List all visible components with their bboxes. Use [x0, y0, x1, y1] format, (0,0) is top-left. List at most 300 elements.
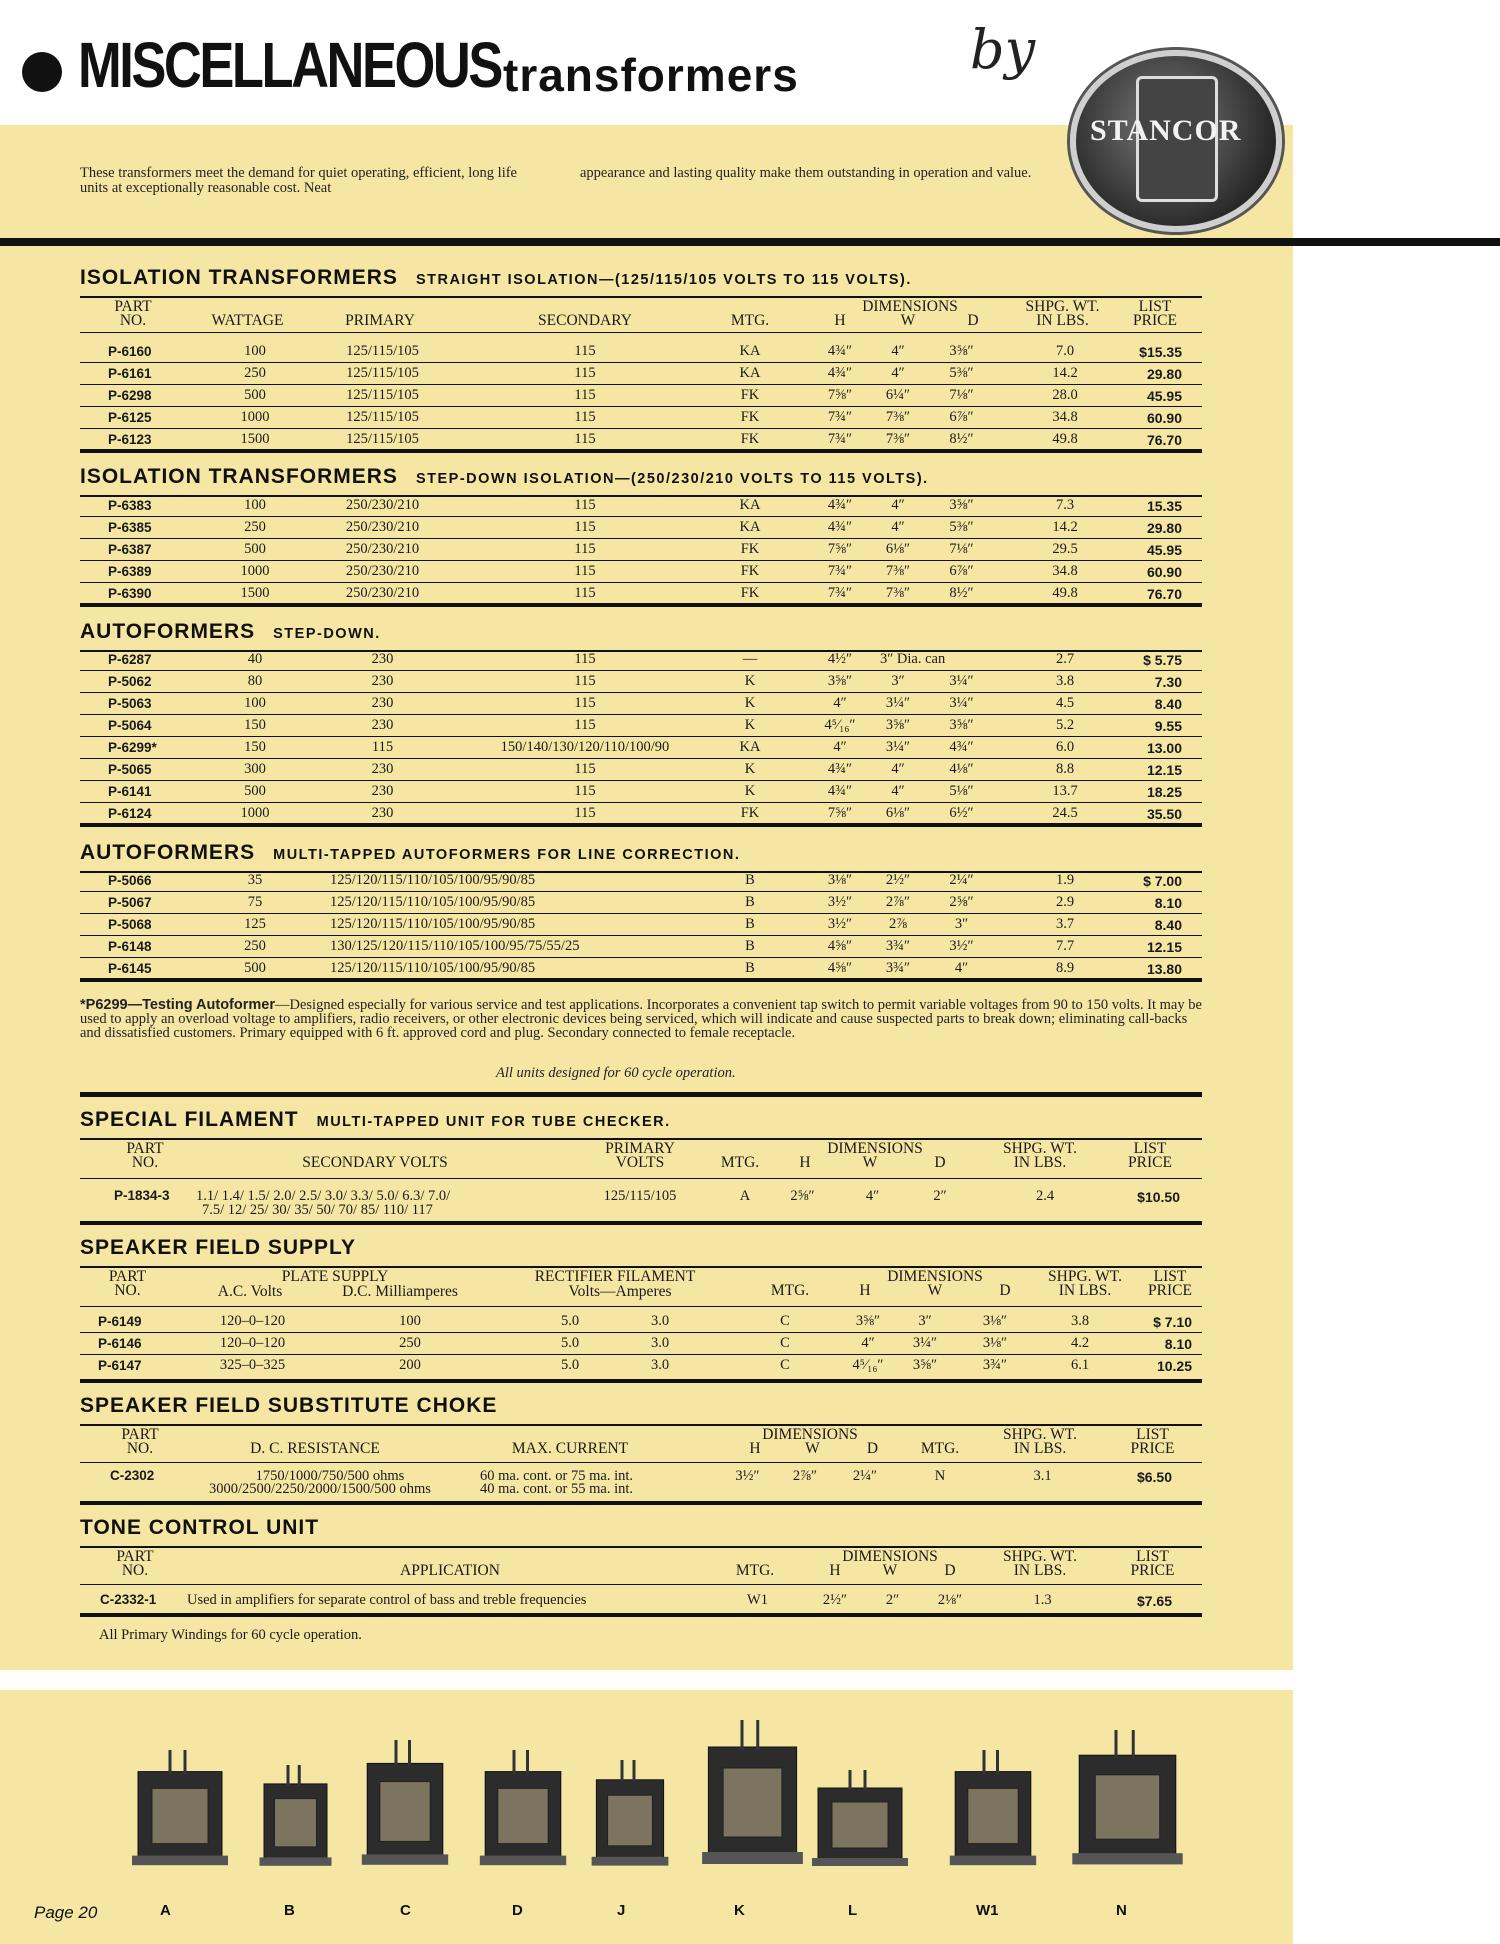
mounting: K [744, 695, 756, 711]
header-secondary-volts: SECONDARY VOLTS [302, 1154, 448, 1171]
primary: 250/230/210 [345, 585, 420, 601]
section-title-text: AUTOFORMERS [80, 841, 256, 864]
wattage: 300 [244, 761, 266, 777]
intro-left: These transformers meet the demand for quiet operating, efficient, long life units at exceptionally reasonable cost. Neat [80, 165, 517, 196]
dim-h: 4¾″ [827, 497, 853, 513]
part-number: P-5067 [108, 895, 152, 910]
shipping-weight: 34.8 [1052, 563, 1078, 579]
product-label-b: B [284, 1902, 295, 1919]
current-2: 40 ma. cont. or 55 ma. int. [480, 1481, 634, 1497]
dim-w: 3¾″ [885, 938, 911, 954]
primary: 125/115/105 [346, 387, 419, 403]
secondary-volts-2: 7.5/ 12/ 25/ 30/ 35/ 50/ 70/ 85/ 110/ 117 [202, 1202, 433, 1218]
header-w: W [900, 312, 916, 329]
wattage: 500 [244, 783, 266, 799]
list-price: 8.40 [1154, 696, 1182, 712]
secondary: 115 [574, 409, 596, 425]
transformer-j-icon [590, 1760, 670, 1870]
primary: 250/230/210 [345, 563, 420, 579]
mounting: FK [740, 431, 760, 447]
wattage: 125 [244, 916, 266, 932]
dim-w: 4″ [891, 519, 905, 535]
header-rule [80, 332, 1202, 333]
shipping-weight: 49.8 [1052, 431, 1078, 447]
page-margin [1293, 0, 1500, 1944]
header-h: H [799, 1154, 811, 1171]
product-k [700, 1720, 805, 1870]
dim-w: 3″ Dia. can [880, 651, 946, 667]
secondary: 115 [574, 519, 596, 535]
dim-d: 5⅜″ [949, 519, 974, 535]
primary-taps: 125/120/115/110/105/100/95/90/85 [330, 960, 536, 976]
header-shpg: SHPG. WT. [1003, 1426, 1077, 1443]
mounting: B [745, 916, 755, 932]
secondary: 150/140/130/120/110/100/90 [500, 739, 670, 755]
wattage: 500 [244, 541, 266, 557]
list-price: 76.70 [1146, 432, 1182, 448]
section-title-spk [80, 1236, 374, 1260]
row-rule [80, 692, 1202, 693]
mounting: K [744, 783, 756, 799]
header-rule [80, 1306, 1202, 1307]
header-plate-supply: PLATE SUPPLY [281, 1268, 389, 1285]
shipping-weight: 2.9 [1055, 894, 1075, 910]
header-no: NO. [126, 1440, 154, 1457]
product-a [130, 1750, 230, 1870]
mounting: K [744, 761, 756, 777]
shipping-weight: 3.1 [1033, 1468, 1052, 1484]
ac-volts: 120–0–120 [219, 1335, 286, 1351]
section-subtitle: STEP-DOWN ISOLATION—(250/230/210 VOLTS TO 115 VOLTS). [415, 471, 929, 487]
wattage: 75 [247, 894, 263, 910]
part-number: P-6123 [108, 432, 152, 447]
row-rule [80, 802, 1202, 803]
dim-h: 3⅝″ [827, 673, 853, 689]
product-label-l: L [848, 1902, 858, 1919]
part-number: P-6125 [108, 410, 152, 425]
section-title-tone [80, 1516, 337, 1540]
header-rule [0, 238, 1500, 246]
part-number: P-5065 [108, 762, 152, 777]
dim-d: 2⅝″ [949, 894, 974, 910]
dim-h: 7⅝″ [827, 541, 853, 557]
primary: 230 [371, 651, 394, 667]
header-no: NO. [121, 1562, 149, 1579]
row-rule [80, 913, 1202, 914]
list-price: $ 7.00 [1143, 873, 1182, 889]
primary: 125/115/105 [346, 431, 419, 447]
header-dimensions: DIMENSIONS [827, 1140, 923, 1157]
dim-d: 3⅛″ [982, 1335, 1008, 1351]
shipping-weight: 13.7 [1052, 783, 1078, 799]
product-label-a: A [160, 1902, 171, 1919]
part-number: P-6287 [108, 652, 152, 667]
primary: 250/230/210 [345, 497, 420, 513]
units-note: All units designed for 60 cycle operation. [496, 1065, 736, 1081]
footnote-text: —Designed especially for various service and test applications. Incorporates a convenient tap switch to permit variable voltages from 90 to 150 volts. It may be used to apply an overload voltage to amplifiers, radio receivers, or other electronic devices being serviced, which will indicate and cause suspected parts to break down; eliminating call-backs and dissatisfied customers. Primary equipped with 6 ft. approved cord and plug. Secondary connected to female receptacle. [80, 997, 1202, 1041]
dim-w: 3⅝″ [885, 717, 911, 733]
wattage: 1000 [240, 805, 270, 821]
header-inlbs: IN LBS. [1013, 1440, 1067, 1457]
dim-d: 3½″ [949, 938, 974, 954]
header-part: PART [116, 1548, 154, 1565]
dim-h: 4¾″ [827, 519, 853, 535]
row-rule [80, 780, 1202, 781]
rect-amperes: 3.0 [650, 1335, 670, 1351]
header-rule [80, 1462, 1202, 1463]
part-number: P-6124 [108, 806, 152, 821]
dim-w: 4″ [891, 761, 905, 777]
dim-w: 6⅛″ [885, 805, 911, 821]
header-part: PART [108, 1268, 147, 1285]
header-dimensions: DIMENSIONS [862, 298, 958, 315]
secondary: 115 [574, 783, 596, 799]
header-list: LIST [1153, 1268, 1187, 1285]
current-1: 60 ma. cont. or 75 ma. int. [480, 1468, 634, 1484]
dim-w: 3¼″ [912, 1335, 938, 1351]
dim-w: 4″ [891, 365, 905, 381]
wattage: 100 [244, 497, 266, 513]
dim-h: 3½″ [827, 894, 853, 910]
wattage: 250 [244, 519, 266, 535]
dc-ma: 200 [399, 1357, 421, 1373]
secondary: 115 [574, 563, 596, 579]
part-number: P-6141 [108, 784, 152, 799]
dim-h: 7¾″ [827, 431, 853, 447]
secondary: 115 [574, 541, 596, 557]
header-primary: PRIMARY [345, 312, 415, 329]
secondary: 115 [574, 695, 596, 711]
dim-w: 2⅞″ [885, 894, 911, 910]
section-title-text: AUTOFORMERS [80, 620, 256, 643]
primary: 230 [371, 695, 394, 711]
wattage: 250 [244, 365, 266, 381]
dim-d: 8½″ [949, 585, 974, 601]
dim-d: 3⅛″ [982, 1313, 1008, 1329]
mounting: K [744, 673, 756, 689]
secondary: 115 [574, 805, 596, 821]
header-h: H [859, 1282, 871, 1299]
header-dimensions: DIMENSIONS [887, 1268, 983, 1285]
dim-w: 3¾″ [885, 960, 911, 976]
dim-d: 2¼″ [852, 1468, 878, 1484]
secondary: 115 [574, 343, 596, 359]
dim-d: 3⅝″ [949, 343, 974, 359]
section-title-text: SPECIAL FILAMENT [80, 1108, 299, 1131]
primary: 115 [371, 739, 394, 755]
secondary: 115 [574, 651, 596, 667]
header-inlbs: IN LBS. [1013, 1154, 1067, 1171]
header-no: NO. [119, 312, 147, 329]
header-list: LIST [1136, 1426, 1169, 1443]
row-rule [80, 428, 1202, 429]
list-price: 29.80 [1146, 366, 1182, 382]
wattage: 1000 [240, 563, 270, 579]
header-d: D [967, 312, 979, 329]
mounting: FK [740, 563, 760, 579]
header-shpg: SHPG. WT. [1003, 1140, 1077, 1157]
secondary: 115 [574, 387, 596, 403]
primary-taps: 125/120/115/110/105/100/95/90/85 [330, 872, 536, 888]
shipping-weight: 7.3 [1055, 497, 1075, 513]
rect-volts: 5.0 [560, 1313, 580, 1329]
resistance-1: 1750/1000/750/500 ohms [255, 1468, 405, 1484]
row-rule [80, 1354, 1202, 1355]
list-price: 8.40 [1154, 917, 1182, 933]
list-price: 13.80 [1146, 961, 1182, 977]
part-number: P-6387 [108, 542, 152, 557]
dim-d: 7⅛″ [949, 387, 974, 403]
dim-d: 3″ [954, 916, 969, 932]
shipping-weight: 2.4 [1035, 1188, 1055, 1204]
shipping-weight: 1.9 [1055, 872, 1075, 888]
shipping-weight: 6.0 [1055, 739, 1075, 755]
table-bottom-rule [80, 1379, 1202, 1383]
transformer-a-icon [130, 1750, 230, 1870]
primary-windings-note: All Primary Windings for 60 cycle operation. [99, 1627, 362, 1643]
dim-h: 4¾″ [827, 343, 853, 359]
secondary: 115 [574, 431, 596, 447]
header-max-current: MAX. CURRENT [511, 1440, 629, 1457]
list-price: 9.55 [1154, 718, 1182, 734]
mounting: K [744, 717, 756, 733]
dim-h: 4¾″ [827, 365, 853, 381]
section-subtitle: STRAIGHT ISOLATION—(125/115/105 VOLTS TO 115 VOLTS). [415, 272, 912, 288]
secondary-volts-1: 1.1/ 1.4/ 1.5/ 2.0/ 2.5/ 3.0/ 3.3/ 5.0/ 6.3/ 7.0/ [196, 1188, 451, 1204]
table-bottom-rule [80, 449, 1202, 453]
table-bottom-rule [80, 823, 1202, 827]
mounting: KA [739, 739, 761, 755]
part-number: P-6299* [108, 740, 157, 755]
dim-w: 3¼″ [885, 695, 911, 711]
mounting: N [934, 1468, 946, 1484]
product-label-j: J [617, 1902, 626, 1919]
application: Used in amplifiers for separate control of bass and treble frequencies [187, 1592, 587, 1608]
header-rule [80, 1584, 1202, 1585]
dim-d: 6½″ [949, 805, 974, 821]
mounting: C [780, 1335, 790, 1351]
dim-w: 2″ [885, 1592, 900, 1608]
row-rule [80, 516, 1202, 517]
header-price: PRICE [1128, 1154, 1172, 1171]
dim-d: 5⅜″ [949, 365, 974, 381]
mounting: A [739, 1188, 751, 1204]
list-price: 29.80 [1146, 520, 1182, 536]
intro-right: appearance and lasting quality make them outstanding in operation and value. [580, 165, 1032, 181]
header-d: D [999, 1282, 1011, 1299]
primary: 125/115/105 [346, 409, 419, 425]
dim-d: 4″ [954, 960, 969, 976]
row-rule [80, 384, 1202, 385]
transformer-n-icon [1070, 1730, 1185, 1870]
secondary: 115 [574, 365, 596, 381]
header-volts: VOLTS [615, 1154, 665, 1171]
dim-h: 2⅝″ [790, 1188, 815, 1204]
shipping-weight: 8.9 [1055, 960, 1075, 976]
section-title-iso2 [80, 465, 929, 489]
part-number: C-2302 [110, 1468, 155, 1483]
product-label-d: D [512, 1902, 523, 1919]
header-d: D [934, 1154, 946, 1171]
page-subtitle: transformers [503, 49, 799, 101]
dim-h: 7⅝″ [827, 387, 853, 403]
rect-amperes: 3.0 [650, 1313, 670, 1329]
primary: 230 [371, 761, 394, 777]
header-inlbs: IN LBS. [1013, 1562, 1067, 1579]
dim-w: 6⅛″ [885, 541, 911, 557]
header-primary: PRIMARY [605, 1140, 675, 1157]
table-bottom-rule [80, 603, 1202, 607]
primary: 125/115/105 [346, 365, 419, 381]
header-dc-ma: D.C. Milliamperes [342, 1283, 458, 1300]
list-price: 45.95 [1146, 542, 1182, 558]
part-number: P-6383 [108, 498, 152, 513]
row-rule [80, 714, 1202, 715]
section-title-text: SPEAKER FIELD SUPPLY [80, 1236, 356, 1259]
shipping-weight: 8.8 [1055, 761, 1075, 777]
dc-ma: 250 [399, 1335, 421, 1351]
mounting: C [780, 1313, 790, 1329]
dim-w: 7⅜″ [885, 585, 911, 601]
row-rule [80, 957, 1202, 958]
dim-h: 3⅝″ [855, 1313, 881, 1329]
mounting: FK [740, 541, 760, 557]
wattage: 80 [247, 673, 263, 689]
shipping-weight: 4.5 [1055, 695, 1075, 711]
title-bullet [22, 52, 62, 92]
row-rule [80, 582, 1202, 583]
mounting: B [745, 960, 755, 976]
mounting: FK [740, 585, 760, 601]
shipping-weight: 49.8 [1052, 585, 1078, 601]
page-number: Page 20 [34, 1903, 98, 1922]
part-number: P-6389 [108, 564, 152, 579]
shipping-weight: 29.5 [1052, 541, 1078, 557]
product-label-c: C [400, 1902, 411, 1919]
header-w: W [862, 1154, 878, 1171]
dim-w: 4″ [891, 343, 905, 359]
dim-d: 7⅛″ [949, 541, 974, 557]
dim-w: 7⅜″ [885, 431, 911, 447]
row-rule [80, 736, 1202, 737]
mounting: B [745, 872, 755, 888]
wattage: 1500 [240, 585, 270, 601]
part-number: P-6390 [108, 586, 152, 601]
wattage: 100 [244, 343, 266, 359]
dim-h: 4½″ [827, 651, 853, 667]
section-title-text: SPEAKER FIELD SUBSTITUTE CHOKE [80, 1394, 498, 1417]
wattage: 500 [244, 387, 266, 403]
dim-d: 3¾″ [982, 1357, 1008, 1373]
header-w: W [927, 1282, 943, 1299]
transformer-d-icon [478, 1750, 568, 1870]
list-price: $7.65 [1136, 1593, 1172, 1609]
wattage: 1000 [240, 409, 270, 425]
part-number: P-6146 [98, 1336, 142, 1351]
section-title-iso1 [80, 266, 912, 290]
dim-d: 2″ [933, 1188, 947, 1204]
mounting: FK [740, 409, 760, 425]
header-h: H [834, 312, 846, 329]
primary: 250/230/210 [345, 519, 420, 535]
list-price: 35.50 [1146, 806, 1182, 822]
shipping-weight: 14.2 [1052, 519, 1078, 535]
part-number: C-2332-1 [100, 1592, 157, 1607]
rect-volts: 5.0 [560, 1357, 580, 1373]
dim-h: 4″ [833, 695, 847, 711]
shipping-weight: 3.8 [1070, 1313, 1090, 1329]
part-number: P-5066 [108, 873, 152, 888]
product-l [810, 1770, 910, 1870]
primary: 230 [371, 717, 394, 733]
dim-w: 2½″ [885, 872, 911, 888]
rect-amperes: 3.0 [650, 1357, 670, 1373]
list-price: $6.50 [1136, 1469, 1172, 1485]
transformer-w1-icon [948, 1750, 1038, 1870]
wattage: 250 [244, 938, 266, 954]
mounting: — [742, 651, 758, 667]
dim-h: 3⅛″ [827, 872, 853, 888]
part-number: P-5062 [108, 674, 152, 689]
wattage: 35 [247, 872, 263, 888]
header-h: H [829, 1562, 841, 1579]
dim-h: 3½″ [827, 916, 853, 932]
header-mtg: MTG. [720, 1154, 760, 1171]
header-inlbs: IN LBS. [1036, 312, 1089, 329]
dim-w: 4″ [891, 497, 905, 513]
list-price: 60.90 [1146, 410, 1182, 426]
dim-h: 7⅝″ [827, 805, 853, 821]
header-wattage: WATTAGE [211, 312, 284, 329]
header-w: W [882, 1562, 898, 1579]
secondary: 115 [574, 497, 596, 513]
part-number: P-6298 [108, 388, 152, 403]
primary: 230 [371, 783, 394, 799]
product-c [360, 1740, 450, 1870]
transformer-c-icon [360, 1740, 450, 1870]
shipping-weight: 3.8 [1055, 673, 1075, 689]
part-number: P-6160 [108, 344, 152, 359]
header-no: NO. [114, 1282, 141, 1299]
primary: 230 [371, 805, 394, 821]
row-rule [80, 935, 1202, 936]
section-title-text: ISOLATION TRANSFORMERS [80, 465, 398, 488]
dim-d: 3⅝″ [949, 497, 974, 513]
dim-h: 4″ [833, 739, 847, 755]
mounting: W1 [747, 1592, 768, 1608]
primary: 250/230/210 [345, 541, 420, 557]
header-shpg: SHPG. WT. [1025, 298, 1100, 315]
wattage: 100 [244, 695, 266, 711]
dim-w: 7⅜″ [885, 563, 911, 579]
dim-w: 3″ [891, 673, 905, 689]
dim-w: 2⅞ [888, 916, 908, 932]
mounting: B [745, 894, 755, 910]
resistance-2: 3000/2500/2250/2000/1500/500 ohms [209, 1481, 431, 1497]
header-part: PART [114, 298, 152, 315]
product-w1 [948, 1750, 1038, 1870]
product-n [1070, 1730, 1185, 1870]
logo-text: STANCOR [1090, 114, 1242, 147]
primary-volts: 125/115/105 [603, 1188, 677, 1204]
mounting: FK [740, 387, 760, 403]
list-price: $ 7.10 [1153, 1314, 1192, 1330]
mounting: KA [739, 365, 761, 381]
shipping-weight: 5.2 [1055, 717, 1075, 733]
shipping-weight: 34.8 [1052, 409, 1078, 425]
part-number: P-6145 [108, 961, 152, 976]
wattage: 150 [244, 739, 266, 755]
